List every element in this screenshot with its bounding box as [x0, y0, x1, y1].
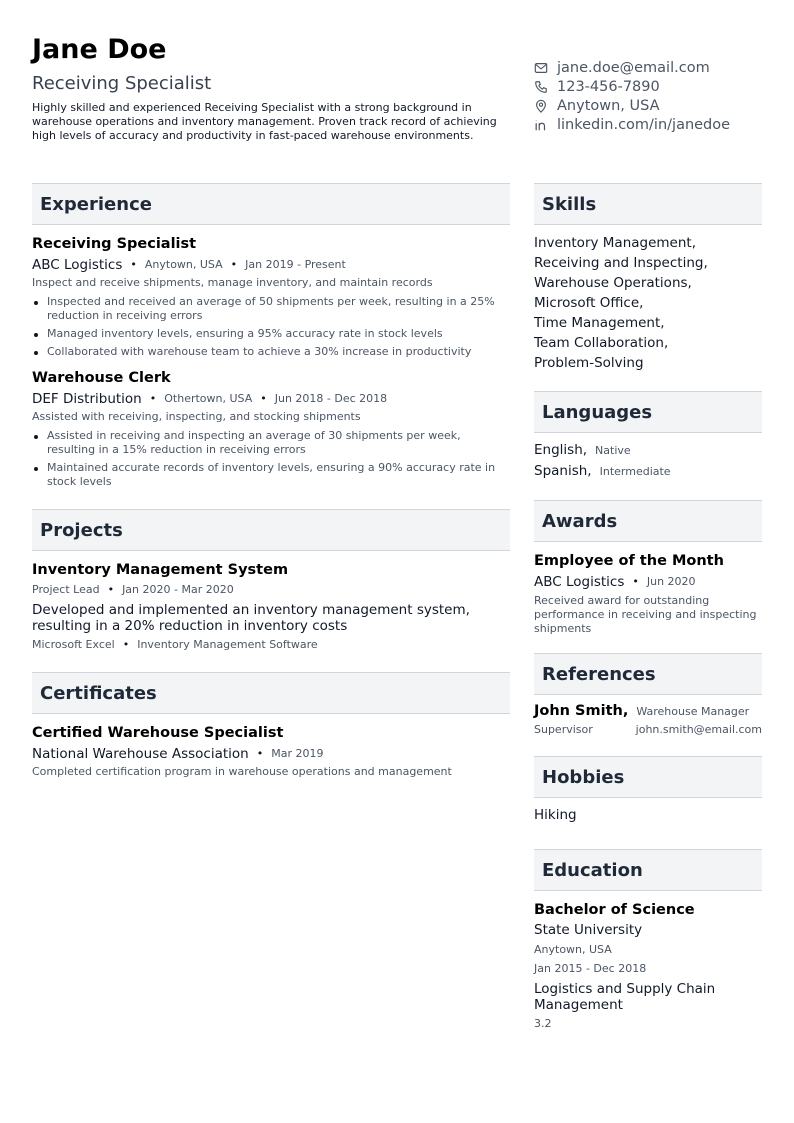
left-column — [32, 183, 510, 779]
project-role: Project Lead — [32, 583, 100, 596]
certificate-description: Completed certification program in warehouse operations and management — [32, 765, 452, 778]
contact-linkedin[interactable] — [534, 115, 774, 134]
contact-linkedin-text: linkedin.com/in/janedoe — [557, 116, 731, 133]
job-dates: Jan 2019 - Present — [245, 258, 346, 271]
job-meta — [32, 257, 510, 273]
project-tools — [32, 637, 510, 653]
job-title: Warehouse Clerk — [32, 370, 171, 386]
phone-icon — [534, 80, 548, 94]
education-location: Anytown, USA — [534, 943, 612, 956]
job-summary: Inspect and receive shipments, manage inventory, and maintain records — [32, 276, 433, 289]
right-column — [534, 183, 762, 1031]
contact-location-text: Anytown, USA — [557, 97, 660, 114]
language-name: English, — [534, 442, 588, 458]
experience-heading: Experience — [32, 183, 510, 225]
skills-heading: Skills — [534, 183, 762, 225]
contact-email-text: jane.doe@email.com — [557, 59, 710, 76]
project-item — [32, 561, 510, 653]
language-level: Native — [595, 444, 631, 457]
contact-email[interactable] — [534, 58, 774, 77]
reference-title: Warehouse Manager — [636, 705, 750, 718]
reference-name: John Smith, — [534, 703, 629, 719]
skills-list — [534, 233, 762, 373]
separator-dot: • — [149, 392, 157, 405]
education-gpa: 3.2 — [534, 1017, 552, 1030]
contact-location — [534, 96, 774, 115]
skill-item: Problem-Solving — [534, 355, 644, 371]
skill-item: Warehouse Operations, — [534, 275, 692, 291]
skill-item: Time Management, — [534, 315, 665, 331]
skill-item: Inventory Management, — [534, 235, 696, 251]
job-bullet: Collaborated with warehouse team to achieve a 30% increase in productivity — [32, 345, 510, 359]
job-bullet: Inspected and received an average of 50 shipments per week, resulting in a 25% reduction in receiving errors — [32, 295, 510, 323]
education-heading: Education — [534, 849, 762, 891]
project-tool: Microsoft Excel — [32, 638, 115, 651]
contact-phone[interactable] — [534, 77, 774, 96]
separator-dot: • — [260, 392, 267, 405]
hobbies-list — [534, 805, 762, 825]
experience-item — [32, 369, 510, 489]
education-degree: Bachelor of Science — [534, 902, 695, 918]
award-item — [534, 552, 762, 636]
candidate-title: Receiving Specialist — [32, 73, 212, 94]
job-company: ABC Logistics — [32, 257, 123, 273]
job-location: Anytown, USA — [144, 258, 223, 271]
languages-list — [534, 440, 762, 482]
separator-dot: • — [256, 747, 264, 760]
education-item — [534, 901, 762, 1031]
certificates-heading: Certificates — [32, 672, 510, 714]
contact-phone-text: 123-456-7890 — [557, 78, 660, 95]
experience-item — [32, 235, 510, 359]
linkedin-icon — [534, 118, 548, 132]
candidate-name: Jane Doe — [32, 34, 167, 65]
hobby-item: Hiking — [534, 807, 577, 823]
certificate-issuer: National Warehouse Association — [32, 746, 249, 762]
job-dates: Jun 2018 - Dec 2018 — [274, 392, 388, 405]
award-org: ABC Logistics — [534, 574, 625, 590]
projects-heading: Projects — [32, 509, 510, 551]
skill-item: Receiving and Inspecting, — [534, 255, 708, 271]
skill-item: Team Collaboration, — [534, 335, 669, 351]
separator-dot: • — [122, 638, 130, 651]
job-summary: Assisted with receiving, inspecting, and stocking shipments — [32, 410, 361, 423]
project-tool: Inventory Management Software — [137, 638, 318, 651]
language-item — [534, 461, 762, 482]
education-field: Logistics and Supply Chain Management — [534, 981, 716, 1013]
certificate-title: Certified Warehouse Specialist — [32, 725, 284, 741]
certificate-item — [32, 724, 510, 779]
reference-name-row — [534, 703, 762, 719]
language-level: Intermediate — [599, 465, 671, 478]
mail-icon — [534, 61, 548, 75]
hobbies-heading: Hobbies — [534, 756, 762, 798]
project-title: Inventory Management System — [32, 562, 289, 578]
project-dates: Jan 2020 - Mar 2020 — [122, 583, 234, 596]
job-bullets — [32, 295, 510, 359]
certificate-meta — [32, 746, 510, 762]
project-meta — [32, 582, 510, 598]
job-bullet: Managed inventory levels, ensuring a 95% accuracy rate in stock levels — [32, 327, 510, 341]
education-school: State University — [534, 922, 643, 938]
reference-item — [534, 703, 762, 737]
languages-heading: Languages — [534, 391, 762, 433]
award-description: Received award for outstanding performance in receiving and inspecting shipments — [534, 594, 757, 635]
job-title: Receiving Specialist — [32, 236, 197, 252]
job-bullets — [32, 429, 510, 489]
job-bullet: Assisted in receiving and inspecting an average of 30 shipments per week, resulting in a 15% reduction in receiving errors — [32, 429, 510, 457]
award-date: Jun 2020 — [646, 575, 696, 588]
award-title: Employee of the Month — [534, 553, 724, 569]
skill-item: Microsoft Office, — [534, 295, 644, 311]
separator-dot: • — [632, 575, 639, 588]
reference-email[interactable]: john.smith@email.com — [635, 723, 762, 736]
resume-header — [32, 34, 510, 143]
separator-dot: • — [107, 583, 115, 596]
language-item — [534, 440, 762, 461]
awards-heading: Awards — [534, 500, 762, 542]
separator-dot: • — [130, 258, 137, 271]
job-meta — [32, 391, 510, 407]
award-meta — [534, 574, 762, 590]
reference-contact-row — [534, 723, 762, 737]
language-name: Spanish, — [534, 463, 592, 479]
education-dates: Jan 2015 - Dec 2018 — [534, 962, 647, 975]
reference-relation: Supervisor — [534, 723, 593, 736]
certificate-date: Mar 2019 — [271, 747, 324, 760]
project-description: Developed and implemented an inventory management system, resulting in a 20% reduction in inventory costs — [32, 602, 470, 634]
job-location: Othertown, USA — [164, 392, 253, 405]
job-company: DEF Distribution — [32, 391, 142, 407]
references-heading: References — [534, 653, 762, 695]
job-bullet: Maintained accurate records of inventory levels, ensuring a 90% accuracy rate in stock levels — [32, 461, 510, 489]
profile-summary: Highly skilled and experienced Receiving Specialist with a strong background in warehouse operations and inventory management. Proven track record of achieving high levels of accuracy and productivity in fast-paced warehouse environments. — [32, 101, 497, 142]
separator-dot: • — [230, 258, 238, 271]
contact-info — [534, 58, 774, 134]
location-pin-icon — [534, 99, 548, 113]
